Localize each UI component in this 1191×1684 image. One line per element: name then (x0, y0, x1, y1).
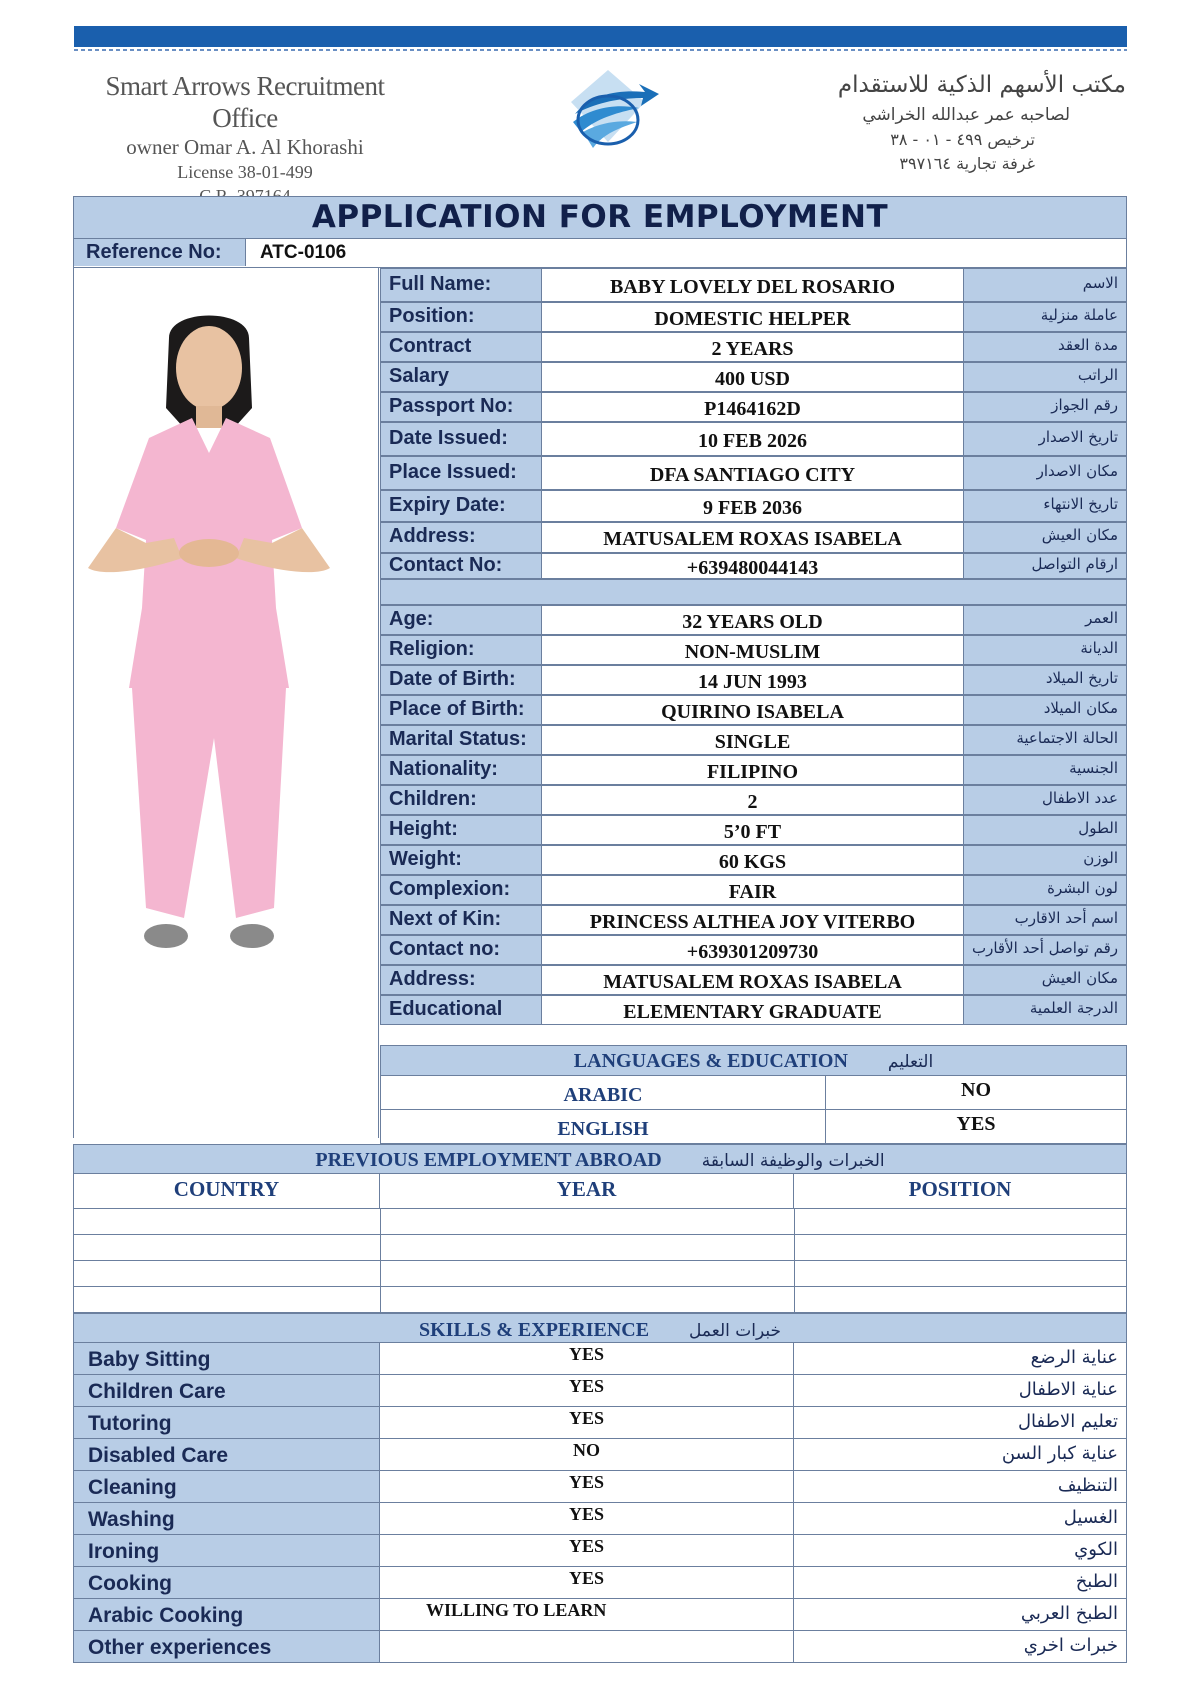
field-label-ar: تاريخ الاصدار (964, 422, 1127, 456)
field-label-ar: عاملة منزلية (964, 302, 1127, 332)
employment-row (73, 1261, 1127, 1287)
applicant-photo-frame (73, 268, 379, 1138)
skills-heading-bar (73, 1313, 1127, 1343)
field-value: +639480044143 (542, 553, 964, 579)
field-value: 2 YEARS (542, 332, 964, 362)
language-name: ENGLISH (381, 1110, 826, 1143)
field-label: Educational (380, 995, 542, 1025)
field-value: 2 (542, 785, 964, 815)
skill-row (73, 1599, 1127, 1631)
language-value: NO (961, 1079, 991, 1101)
field-label: Weight: (380, 845, 542, 875)
skill-label-ar: الغسيل (1063, 1507, 1118, 1528)
skill-label: Disabled Care (74, 1439, 380, 1470)
field-value: 14 JUN 1993 (542, 665, 964, 695)
field-label-ar: تاريخ الانتهاء (964, 490, 1127, 522)
skill-row (73, 1567, 1127, 1599)
license-ar: ترخيص ٤٩٩ - ٠١ - ٣٨ (890, 130, 1035, 149)
header-top-bar (74, 26, 1127, 47)
field-label: Age: (380, 605, 542, 635)
field-label: Height: (380, 815, 542, 845)
field-label: Place Issued: (380, 456, 542, 490)
skill-label-ar: تعليم الاطفال (1017, 1411, 1118, 1432)
field-label: Expiry Date: (380, 490, 542, 522)
field-value: 32 YEARS OLD (542, 605, 964, 635)
reference-label: Reference No: (74, 239, 246, 266)
skills-heading: SKILLS & EXPERIENCE (418, 1319, 650, 1341)
field-label-ar: الوزن (964, 845, 1127, 875)
license-en: License 38-01-499 (177, 162, 313, 182)
skill-label: Other experiences (74, 1631, 380, 1662)
employment-heading: PREVIOUS EMPLOYMENT ABROAD (315, 1149, 662, 1171)
owner-en: owner Omar A. Al Khorashi (126, 135, 364, 159)
field-value: P1464162D (542, 392, 964, 422)
field-label: Contract (380, 332, 542, 362)
field-value: DFA SANTIAGO CITY (542, 456, 964, 490)
column-header-year: YEAR (380, 1174, 794, 1208)
field-label: Passport No: (380, 392, 542, 422)
field-label-ar: العمر (964, 605, 1127, 635)
skill-row (73, 1535, 1127, 1567)
field-label-ar: مكان الاصدار (964, 456, 1127, 490)
skill-label-ar: الطبخ العربي (1020, 1603, 1118, 1624)
skill-label: Ironing (74, 1535, 380, 1566)
skill-row (73, 1407, 1127, 1439)
field-label-ar: الاسم (964, 268, 1127, 302)
field-label: Complexion: (380, 875, 542, 905)
skill-label: Cooking (74, 1567, 380, 1598)
field-value: MATUSALEM ROXAS ISABELA (542, 965, 964, 995)
skill-label-ar: خبرات اخري (1023, 1635, 1118, 1656)
field-value: MATUSALEM ROXAS ISABELA (542, 522, 964, 553)
language-value: YES (956, 1113, 996, 1135)
field-value: 9 FEB 2036 (542, 490, 964, 522)
field-value: QUIRINO ISABELA (542, 695, 964, 725)
field-label: Contact no: (380, 935, 542, 965)
field-label-ar: الحالة الاجتماعية (964, 725, 1127, 755)
field-label: Marital Status: (380, 725, 542, 755)
field-value: SINGLE (542, 725, 964, 755)
skill-row (73, 1439, 1127, 1471)
field-label-ar: رقم الجواز (964, 392, 1127, 422)
field-value: +639301209730 (542, 935, 964, 965)
field-label-ar: الطول (964, 815, 1127, 845)
skill-value: YES (380, 1567, 794, 1598)
field-label: Full Name: (380, 268, 542, 302)
skill-label: Cleaning (74, 1471, 380, 1502)
field-label-ar: لون البشرة (964, 875, 1127, 905)
company-name-en: Smart Arrows Recruitment Office (105, 71, 385, 133)
field-label-ar: مكان العيش (964, 965, 1127, 995)
field-label: Address: (380, 522, 542, 553)
field-label-ar: رقم تواصل أحد الأقارب (964, 935, 1127, 965)
skill-label: Children Care (74, 1375, 380, 1406)
skill-row (73, 1631, 1127, 1663)
skill-value: YES (380, 1407, 794, 1438)
language-name: ARABIC (381, 1076, 826, 1109)
skill-label: Arabic Cooking (74, 1599, 380, 1630)
skill-value: NO (380, 1439, 794, 1470)
skill-label: Washing (74, 1503, 380, 1534)
field-label: Contact No: (380, 553, 542, 579)
languages-heading-ar: التعليم (887, 1052, 934, 1072)
field-label: Place of Birth: (380, 695, 542, 725)
skill-row (73, 1471, 1127, 1503)
field-label: Date of Birth: (380, 665, 542, 695)
section-spacer (380, 579, 1127, 605)
field-value: PRINCESS ALTHEA JOY VITERBO (542, 905, 964, 935)
field-label: Position: (380, 302, 542, 332)
field-label: Religion: (380, 635, 542, 665)
field-value: FAIR (542, 875, 964, 905)
field-value: BABY LOVELY DEL ROSARIO (542, 268, 964, 302)
field-label-ar: مكان العيش (964, 522, 1127, 553)
language-row (380, 1076, 1127, 1110)
skill-label-ar: التنظيف (1057, 1475, 1118, 1496)
field-label-ar: الراتب (964, 362, 1127, 392)
field-value: 10 FEB 2026 (542, 422, 964, 456)
field-label-ar: ارقام التواصل (964, 553, 1127, 579)
field-label-ar: الديانة (964, 635, 1127, 665)
employment-heading-bar (73, 1144, 1127, 1174)
cr-ar: غرفة تجارية ٣٩٧١٦٤ (899, 154, 1035, 173)
field-label-ar: اسم أحد الاقارب (964, 905, 1127, 935)
skill-label-ar: الكوي (1074, 1539, 1118, 1560)
field-label: Children: (380, 785, 542, 815)
skill-value: WILLING TO LEARN (380, 1599, 794, 1630)
skill-row (73, 1375, 1127, 1407)
skill-value: YES (380, 1503, 794, 1534)
employment-heading-ar: الخبرات والوظيفة السابقة (701, 1151, 885, 1171)
skill-row (73, 1503, 1127, 1535)
skill-value (380, 1631, 794, 1662)
skill-value: YES (380, 1471, 794, 1502)
skill-label-ar: عناية الرضع (1030, 1347, 1118, 1368)
field-value: 60 KGS (542, 845, 964, 875)
skill-value: YES (380, 1375, 794, 1406)
field-value: DOMESTIC HELPER (542, 302, 964, 332)
owner-ar: لصاحبه عمر عبدالله الخراشي (862, 105, 1070, 125)
form-title: APPLICATION FOR EMPLOYMENT (73, 196, 1127, 239)
skill-label: Baby Sitting (74, 1343, 380, 1374)
skill-value: YES (380, 1343, 794, 1374)
reference-value: ATC-0106 (260, 242, 347, 263)
reference-row (73, 239, 1127, 268)
skill-label-ar: عناية كبار السن (1001, 1443, 1118, 1464)
column-header-country: COUNTRY (74, 1174, 380, 1208)
skill-label-ar: عناية الاطفال (1018, 1379, 1118, 1400)
field-value: 5’0 FT (542, 815, 964, 845)
field-value: ELEMENTARY GRADUATE (542, 995, 964, 1025)
company-name-ar: مكتب الأسهم الذكية للاستقدام (837, 72, 1126, 98)
languages-heading-bar (380, 1045, 1127, 1076)
field-value: NON-MUSLIM (542, 635, 964, 665)
field-label: Address: (380, 965, 542, 995)
column-header-position: POSITION (908, 1177, 1012, 1201)
skills-heading-ar: خبرات العمل (689, 1321, 782, 1341)
field-label-ar: الدرجة العلمية (964, 995, 1127, 1025)
company-header-en (70, 70, 420, 208)
company-header-ar (770, 68, 1130, 176)
field-label-ar: الجنسية (964, 755, 1127, 785)
arrow-swirl-logo-icon (553, 62, 663, 162)
skill-value: YES (380, 1535, 794, 1566)
field-label: Salary (380, 362, 542, 392)
field-label-ar: تاريخ الميلاد (964, 665, 1127, 695)
header-dotted-line (74, 49, 1127, 51)
field-value: FILIPINO (542, 755, 964, 785)
employment-table-header (73, 1174, 1127, 1209)
field-label: Next of Kin: (380, 905, 542, 935)
field-label-ar: مدة العقد (964, 332, 1127, 362)
field-label-ar: عدد الاطفال (964, 785, 1127, 815)
employment-row (73, 1235, 1127, 1261)
field-value: 400 USD (542, 362, 964, 392)
skill-label: Tutoring (74, 1407, 380, 1438)
languages-heading: LANGUAGES & EDUCATION (573, 1050, 848, 1072)
language-row (380, 1110, 1127, 1144)
field-label: Date Issued: (380, 422, 542, 456)
field-label-ar: مكان الميلاد (964, 695, 1127, 725)
applicant-photo-icon (74, 268, 380, 1138)
skill-label-ar: الطبخ (1075, 1571, 1118, 1592)
employment-row (73, 1209, 1127, 1235)
skill-row (73, 1343, 1127, 1375)
employment-row (73, 1287, 1127, 1313)
field-label: Nationality: (380, 755, 542, 785)
